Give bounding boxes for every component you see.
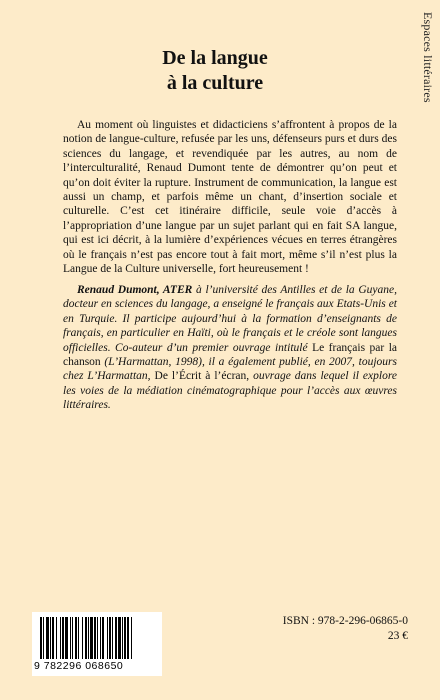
isbn-block — [283, 614, 408, 644]
isbn: ISBN : 978-2-296-06865-0 — [282, 615, 408, 627]
book-title-1: Le français par la chanson — [63, 341, 397, 369]
barcode-digits: 9 782296 068650 — [34, 660, 124, 672]
bio-paragraph — [63, 283, 397, 413]
book-title — [100, 46, 330, 96]
barcode-bars — [40, 617, 154, 661]
bio-part-3: ouvrage dans lequel il explore les voies de la médiation cinématographique pour l’accès aux œuvres littéraires. — [63, 370, 397, 412]
title-line-2: à la culture — [166, 72, 264, 94]
barcode — [32, 612, 162, 676]
book-title-2: De l’Écrit à l’écran, — [154, 370, 250, 383]
bio-part-1: à l’université des Antilles et de la Guyane, docteur en sciences du langage, a enseigné le français aux Etats-Unis et en Turquie. Il participe aujourd’hui à la formation d’enseignants de français, en particulier en Haïti, où le français et le créole sont langues officielles. Co-auteur d’un premier ouvrage intitulé — [63, 284, 397, 354]
collection-name: Espaces littéraires — [421, 12, 435, 103]
abstract — [63, 118, 397, 276]
bio-part-2: (L’Harmattan, 1998), il a également publié, en 2007, toujours chez L’Harmattan, — [63, 356, 397, 383]
author-name: Renaud Dumont, ATER — [77, 284, 193, 296]
price: 23 € — [387, 630, 408, 642]
title-line-1: De la langue — [162, 47, 268, 69]
author-bio — [63, 283, 397, 413]
abstract-text: Au moment où linguistes et didacticiens s’affrontent à propos de la notion de langue-culture, refusée par les uns, défenseurs purs et durs des sciences du langage, et revendiquée par les autres, au nom de l’interculturalité, Renaud Dumont tente de démontrer qu’on peut et qu’on doit éviter la rupture. Instrument de communication, la langue est aussi un champ, et parfois même un chant, d’insertion sociale et culturelle. C’est cet itinéraire difficile, seule voie d’accès à l’appropriation d’une langue par un sujet parlant qui en fait SA langue, qui est ici décrit, à la lumière d’expériences vécues en terres étrangères où le français n’est pas encore tout à fait mort, même s’il n’est plus la Langue de la Culture universelle, fort heureusement ! — [63, 119, 397, 276]
